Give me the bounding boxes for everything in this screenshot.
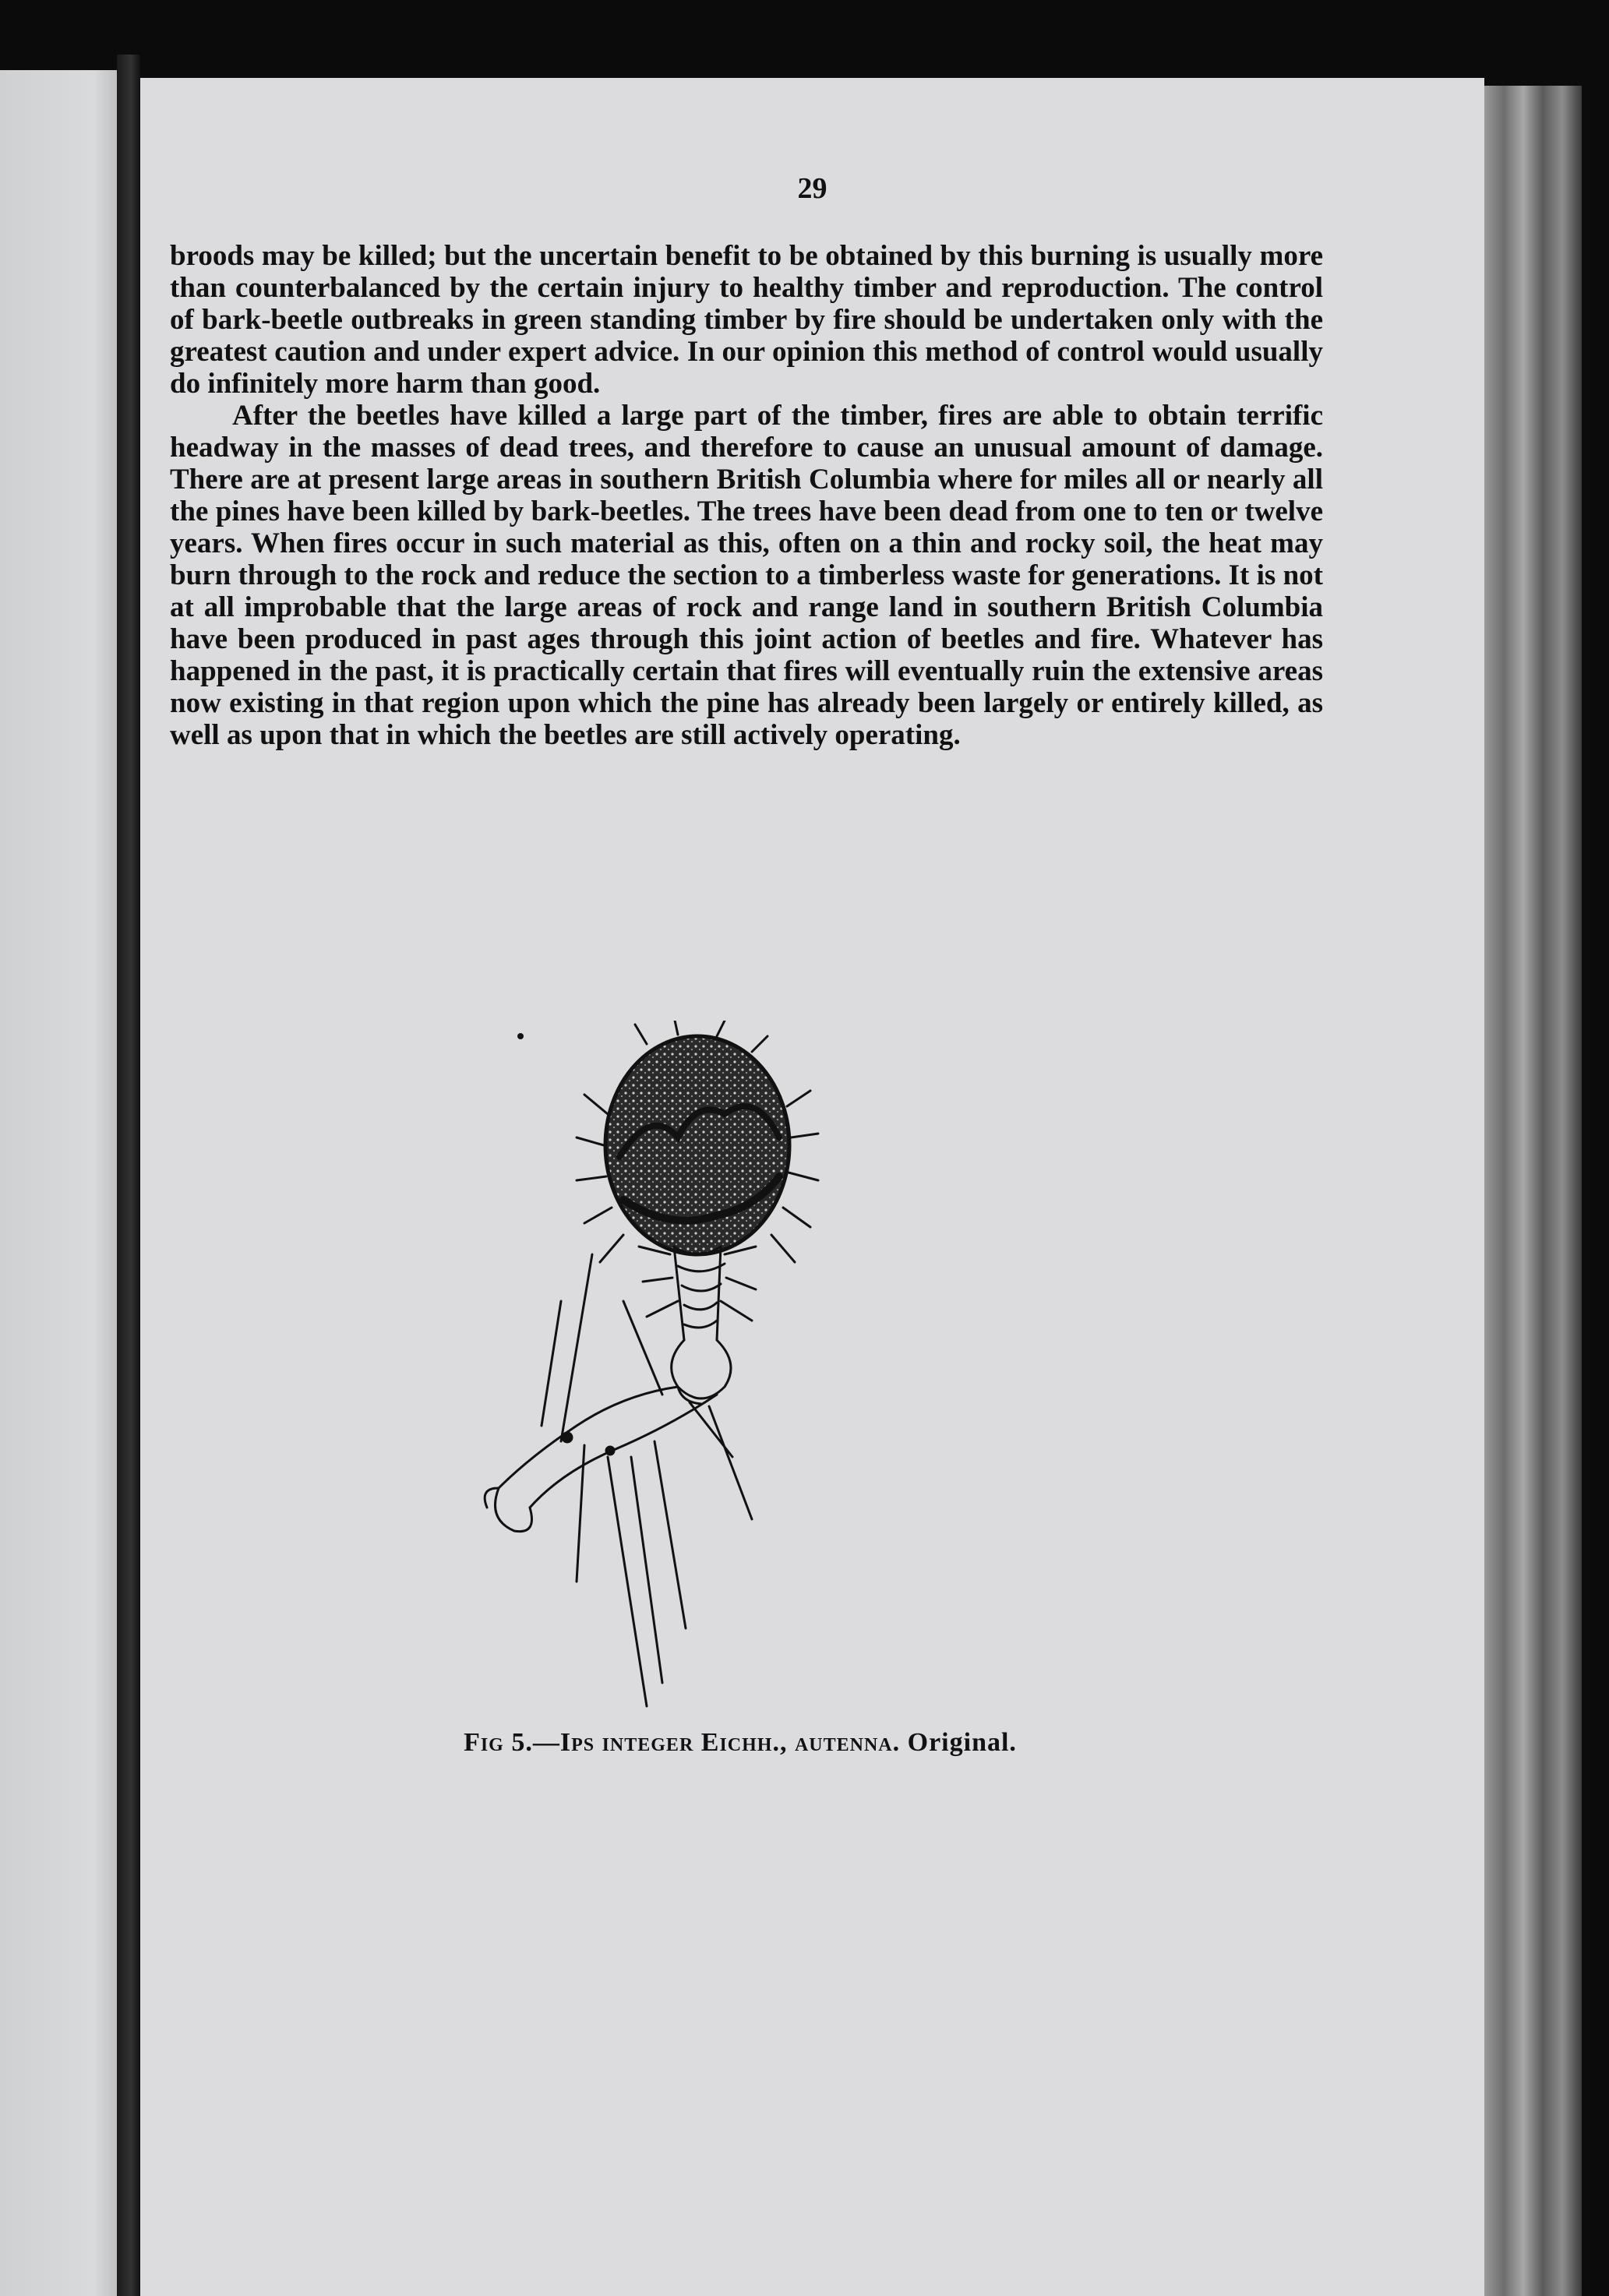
beetle-antenna-drawing [483, 1021, 1091, 1722]
book-gutter [117, 55, 140, 2296]
page-stack-edge [1484, 86, 1582, 2296]
page-number: 29 [797, 172, 827, 205]
body-text [170, 240, 1323, 751]
facing-page-edge [0, 70, 117, 2296]
figure-caption [140, 1728, 1340, 1758]
book-page [140, 78, 1484, 2296]
caption-note: Original. [907, 1728, 1017, 1757]
caption-main: Fig 5.—Ips integer Eichh., autenna. [464, 1728, 901, 1757]
paragraph-2: After the beetles have killed a large part of the timber, fires are able to obtain terrific headway in the masses of dead trees, and therefore to cause an unusual amount of damage. There are at present large areas in southern British Columbia where for miles all or nearly all the pines have been killed by bark-beetles. The trees have been dead from one to ten or twelve years. When fires occur in such material as this, often on a thin and rocky soil, the heat may burn through to the rock and reduce the section to a timberless waste for generations. It is not at all improbable that the large areas of rock and range land in southern British Columbia have been produced in past ages through this joint action of beetles and fire. Whatever has happened in the past, it is practically certain that fires will eventually ruin the extensive areas now existing in that region upon which the pine has already been largely or entirely killed, as well as upon that in which the beetles are still actively operating. [170, 400, 1323, 751]
paragraph-1: broods may be killed; but the uncertain benefit to be obtained by this burning is usually more than counterbalanced by the certain injury to healthy timber and reproduction. The control of bark-beetle outbreaks in green standing timber by fire should be undertaken only with the greatest caution and under expert advice. In our opinion this method of control would usually do infinitely more harm than good. [170, 240, 1323, 400]
